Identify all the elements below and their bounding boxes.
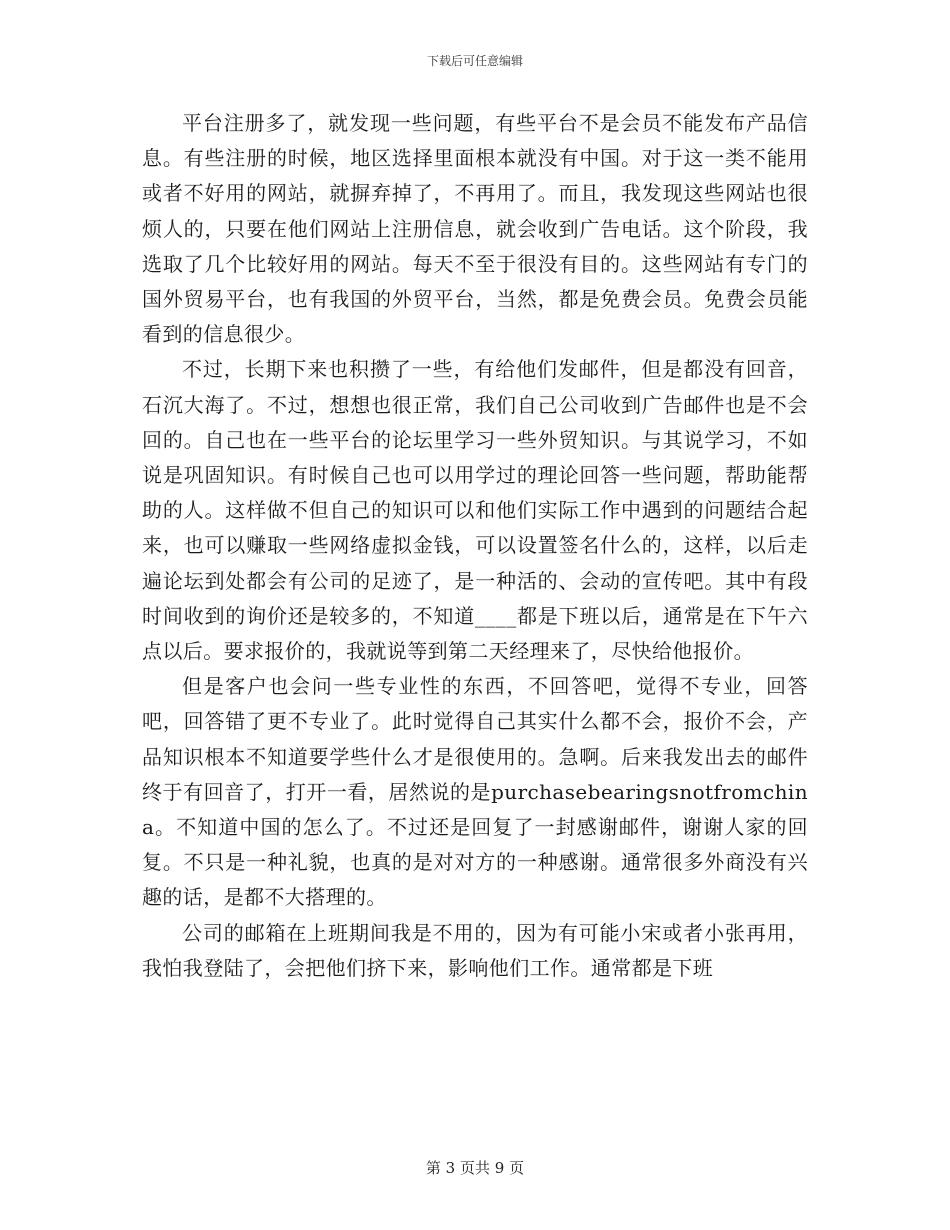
document-body (142, 106, 808, 986)
page-header-note: 下载后可任意编辑 (426, 54, 523, 68)
paragraph-4: 公司的邮箱在上班期间我是不用的，因为有可能小宋或者小张再用，我怕我登陆了，会把他们挤下来，影响他们工作。通常都是下班 (142, 920, 808, 980)
paragraph-1: 平台注册多了，就发现一些问题，有些平台不是会员不能发布产品信息。有些注册的时候，地区选择里面根本就没有中国。对于这一类不能用或者不好用的网站，就摒弃掉了，不再用了。而且，我发现这些网站也很烦人的，只要在他们网站上注册信息，就会收到广告电话。这个阶段，我选取了几个比较好用的网站。每天不至于很没有目的。这些网站有专门的国外贸易平台，也有我国的外贸平台，当然，都是免费会员。免费会员能看到的信息很少。 (142, 111, 808, 347)
paragraph-3: 但是客户也会问一些专业性的东西，不回答吧，觉得不专业，回答吧，回答错了更不专业了。此时觉得自己其实什么都不会，报价不会，产品知识根本不知道要学些什么才是很使用的。急啊。后来我发出去的邮件终于有回音了，打开一看，居然说的是purchasebearingsnotfromchina。不知道中国的怎么了。不过还是回复了一封感谢邮件，谢谢人家的回复。不只是一种礼貌，也真的是对对方的一种感谢。通常很多外商没有兴趣的话，是都不大搭理的。 (142, 674, 808, 910)
page-number-footer: 第 3 页共 9 页 (425, 1159, 525, 1177)
paragraph-2: 不过，长期下来也积攒了一些，有给他们发邮件，但是都没有回音，石沉大海了。不过，想想也很正常，我们自己公司收到广告邮件也是不会回的。自己也在一些平台的论坛里学习一些外贸知识。与其说学习，不如说是巩固知识。有时候自己也可以用学过的理论回答一些问题，帮助能帮助的人。这样做不但自己的知识可以和他们实际工作中遇到的问题结合起来，也可以赚取一些网络虚拟金钱，可以设置签名什么的，这样，以后走遍论坛到处都会有公司的足迹了，是一种活的、会动的宣传吧。其中有段时间收到的询价还是较多的，不知道____都是下班以后，通常是在下午六点以后。要求报价的，我就说等到第二天经理来了，尽快给他报价。 (142, 357, 808, 664)
